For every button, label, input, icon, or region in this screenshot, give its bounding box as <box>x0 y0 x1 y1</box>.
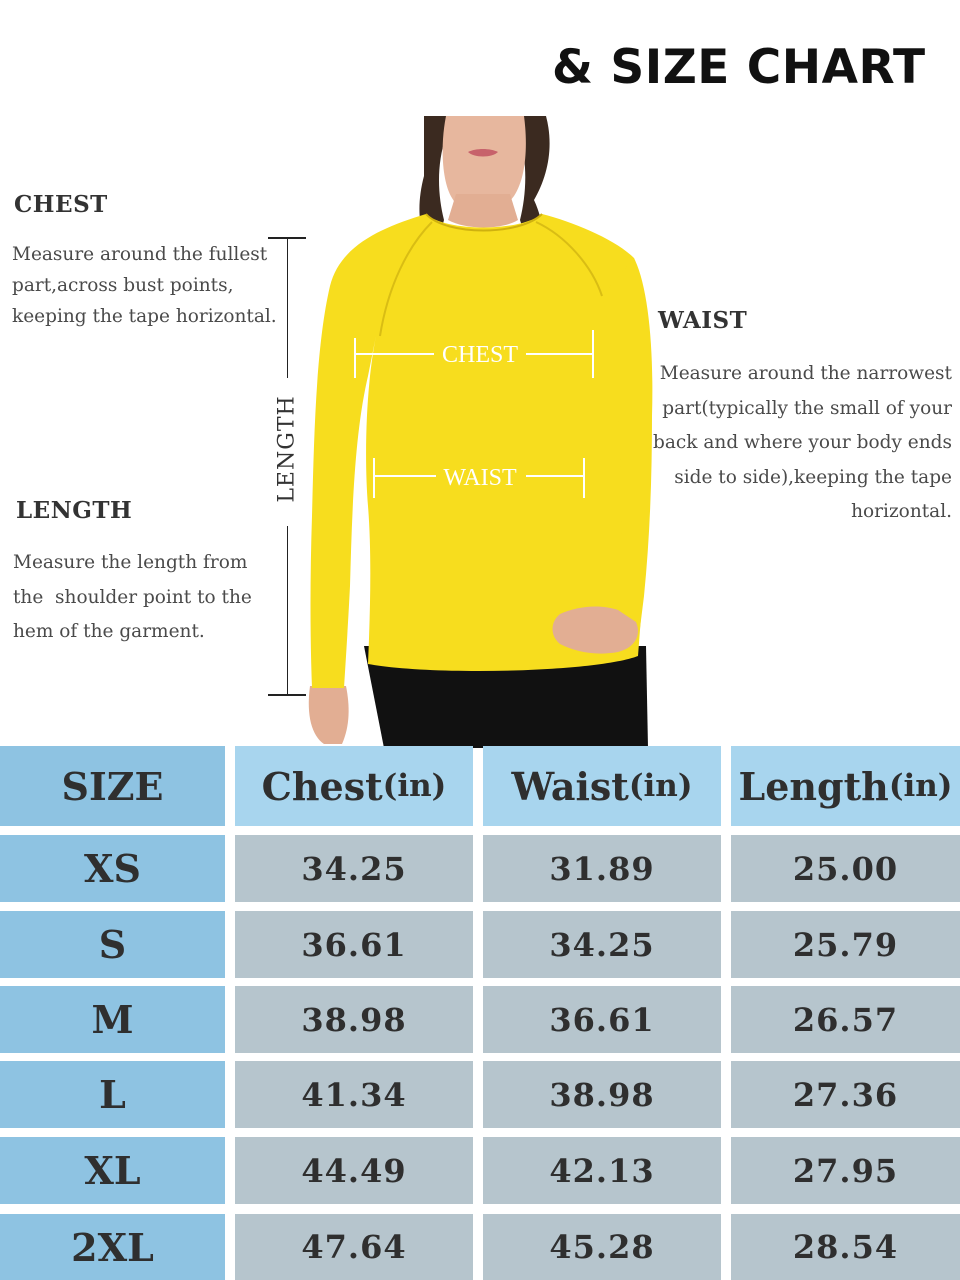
table-cell-waist: 36.61 <box>483 986 721 1053</box>
waist-measure-label: WAIST <box>443 465 517 491</box>
length-description-line: the shoulder point to the <box>13 586 252 608</box>
chest-description <box>12 239 277 332</box>
table-row-size: 2XL <box>0 1214 225 1280</box>
neck <box>448 194 518 228</box>
table-row-size: L <box>0 1061 225 1128</box>
header-chest-unit: (in) <box>382 768 447 804</box>
chest-description-line: keeping the tape horizontal. <box>12 306 277 327</box>
length-description-line: hem of the garment. <box>13 621 205 642</box>
table-cell-waist: 45.28 <box>483 1214 721 1280</box>
waist-description <box>653 357 952 530</box>
waist-description-line: side to side),keeping the tape <box>674 466 952 488</box>
table-cell-chest: 36.61 <box>235 911 473 978</box>
table-cell-waist: 34.25 <box>483 911 721 978</box>
table-cell-length: 28.54 <box>731 1214 960 1280</box>
header-size <box>0 746 225 826</box>
header-chest <box>235 746 473 826</box>
chest-description-line: Measure around the fullest <box>12 244 268 265</box>
table-cell-chest: 44.49 <box>235 1137 473 1204</box>
model-photo <box>296 116 668 748</box>
table-cell-waist: 42.13 <box>483 1137 721 1204</box>
page-title: & SIZE CHART <box>552 40 926 95</box>
length-rule-upper <box>287 238 288 378</box>
size-table <box>0 746 960 1280</box>
table-row-size: S <box>0 911 225 978</box>
table-cell-chest: 38.98 <box>235 986 473 1053</box>
table-cell-chest: 41.34 <box>235 1061 473 1128</box>
chest-heading: CHEST <box>14 191 108 218</box>
header-length-label: Length <box>738 763 889 809</box>
length-description-line: Measure the length from <box>13 552 248 573</box>
header-waist <box>483 746 721 826</box>
table-cell-waist: 38.98 <box>483 1061 721 1128</box>
length-rule-lower <box>287 526 288 695</box>
table-cell-length: 27.36 <box>731 1061 960 1128</box>
header-length <box>731 746 960 826</box>
table-cell-length: 26.57 <box>731 986 960 1053</box>
waist-description-line: horizontal. <box>851 501 952 522</box>
header-chest-label: Chest <box>261 763 383 809</box>
waist-description-line: Measure around the narrowest <box>659 363 952 384</box>
table-cell-chest: 34.25 <box>235 835 473 902</box>
table-row-size: XL <box>0 1137 225 1204</box>
left-hand <box>309 686 349 744</box>
chest-description-line: part,across bust points, <box>12 275 234 296</box>
waist-heading: WAIST <box>658 307 748 334</box>
header-length-unit: (in) <box>888 768 953 804</box>
table-row-size: M <box>0 986 225 1053</box>
table-cell-length: 25.00 <box>731 835 960 902</box>
length-description <box>13 546 252 650</box>
header-waist-unit: (in) <box>628 768 693 804</box>
waist-description-line: part(typically the small of your <box>662 397 952 419</box>
header-size-label: SIZE <box>61 763 164 809</box>
table-cell-length: 25.79 <box>731 911 960 978</box>
waist-description-line: back and where your body ends <box>653 432 952 453</box>
table-row-size: XS <box>0 835 225 902</box>
table-cell-waist: 31.89 <box>483 835 721 902</box>
table-cell-length: 27.95 <box>731 1137 960 1204</box>
header-waist-label: Waist <box>511 763 629 809</box>
length-rule-label: LENGTH <box>274 395 300 503</box>
table-cell-chest: 47.64 <box>235 1214 473 1280</box>
length-heading: LENGTH <box>16 497 133 524</box>
chest-measure-label: CHEST <box>441 342 519 368</box>
